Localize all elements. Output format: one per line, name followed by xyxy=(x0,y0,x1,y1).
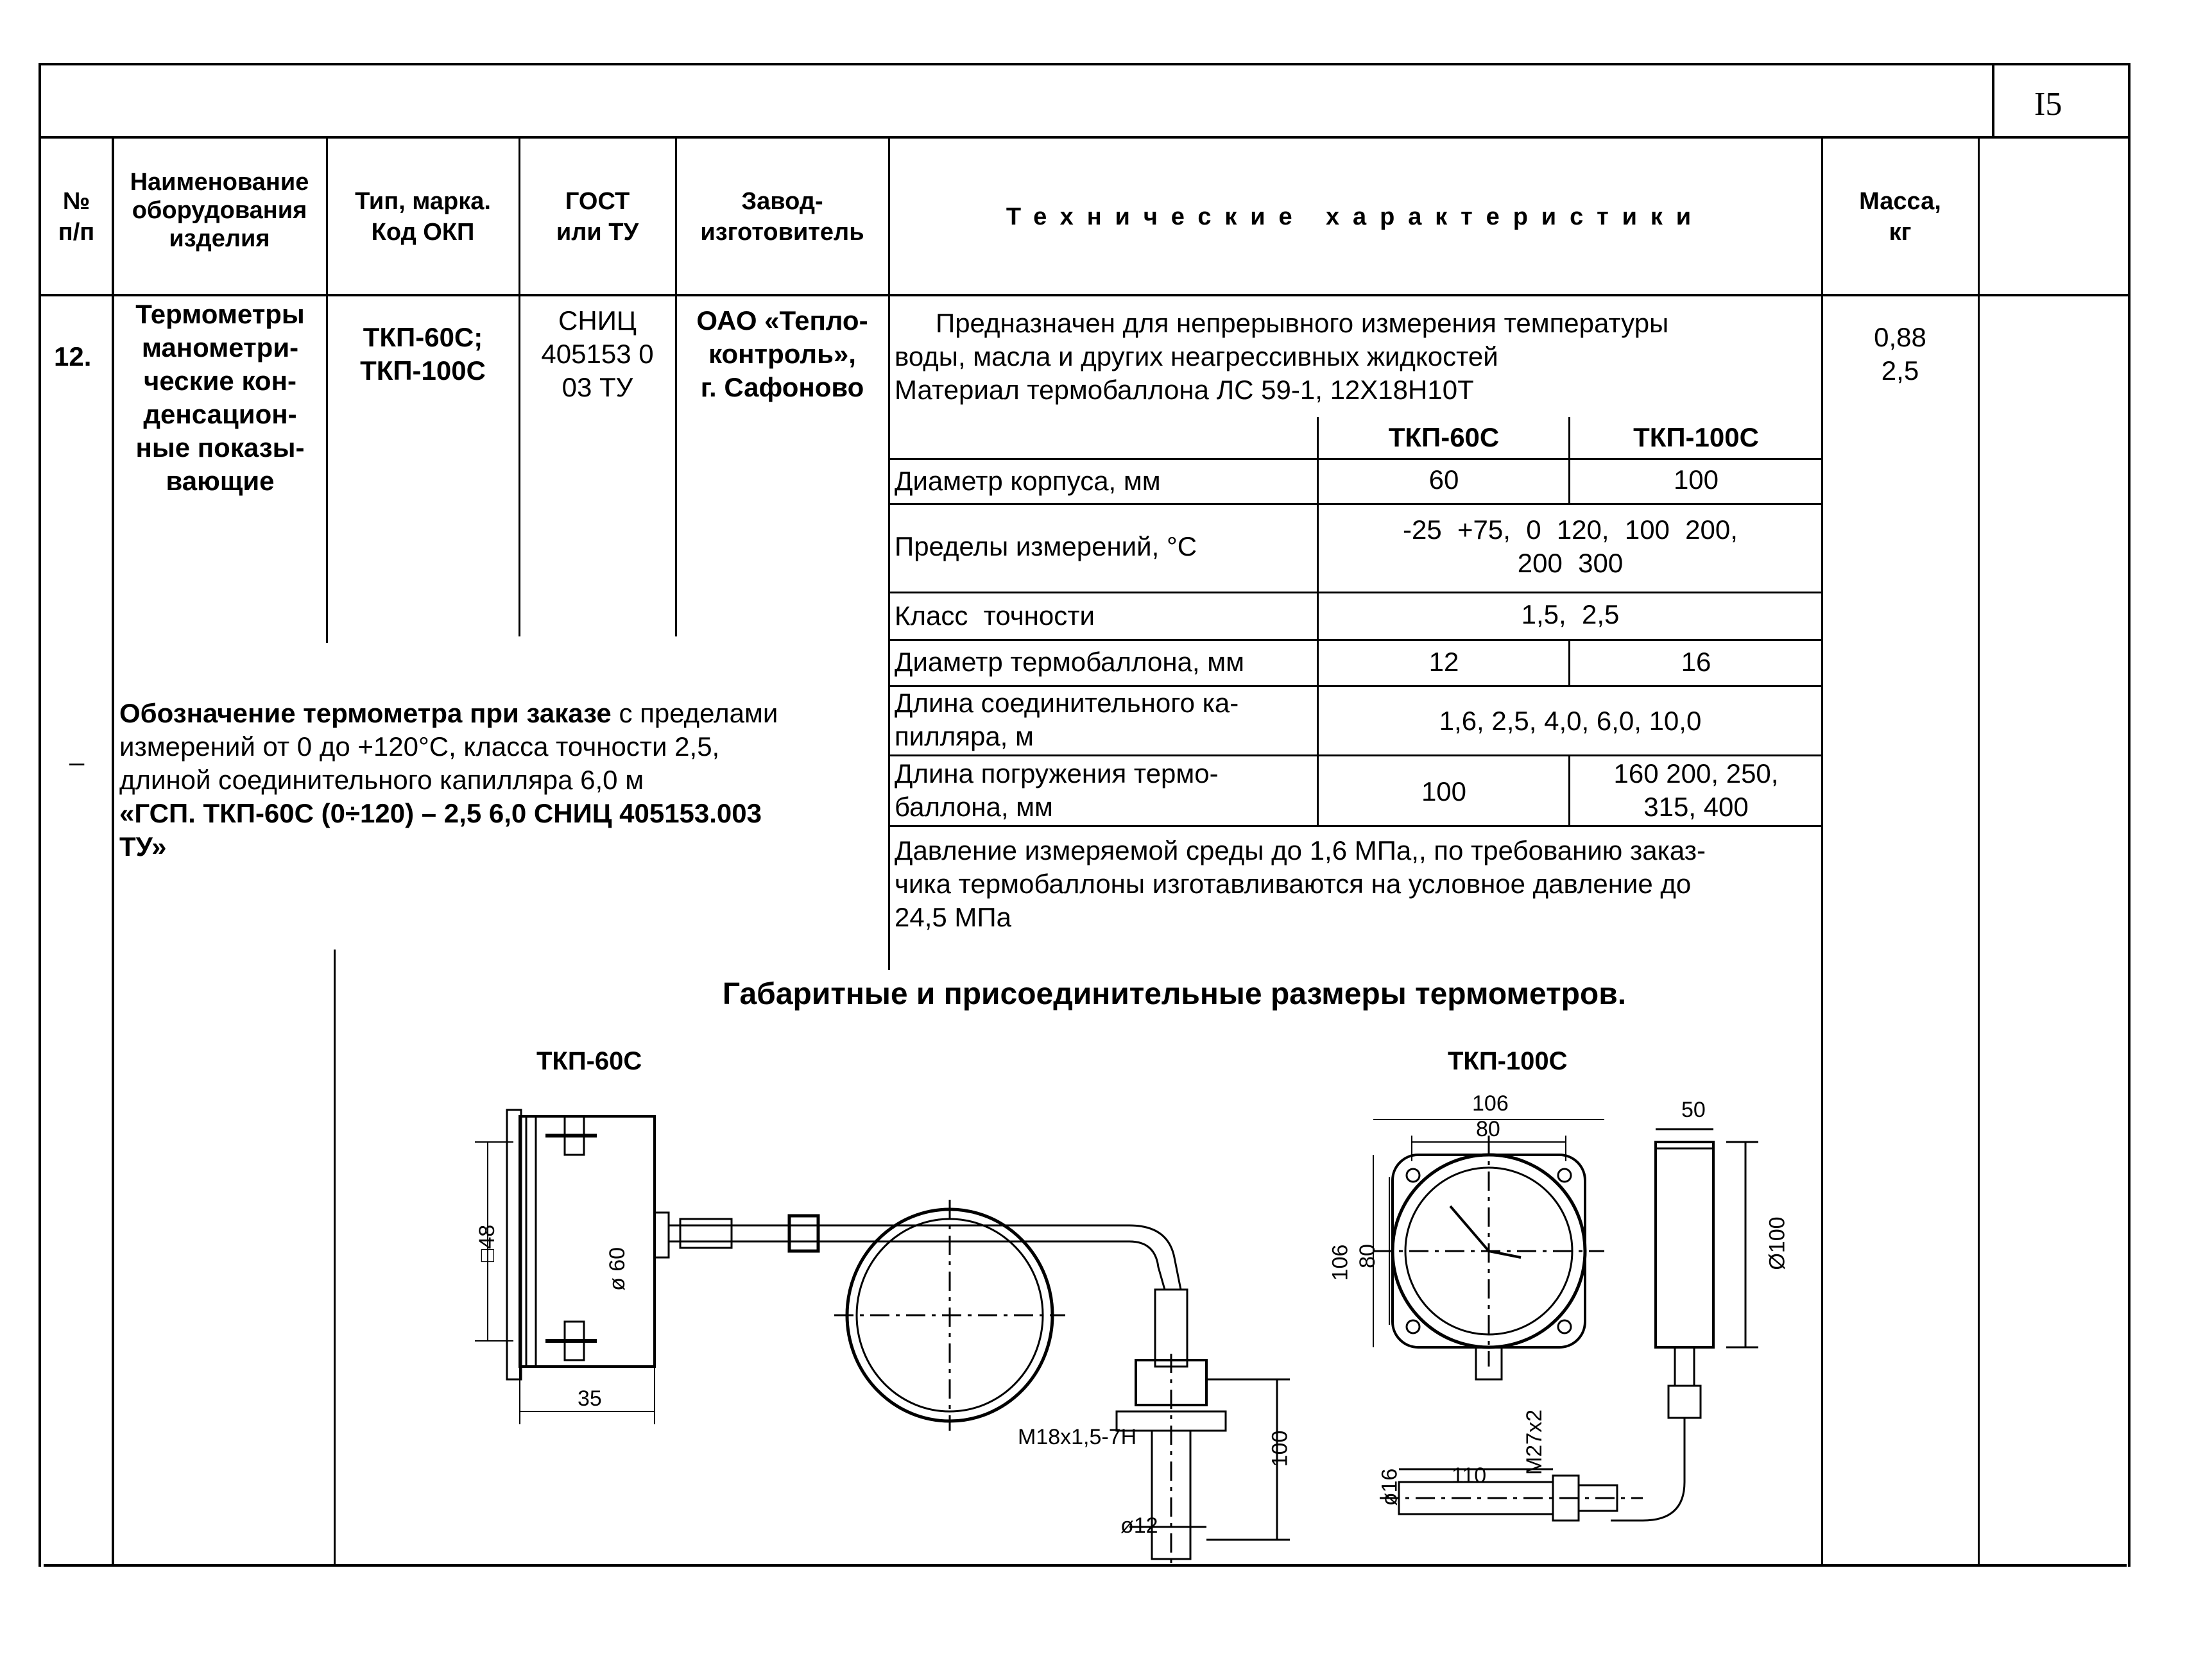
dim-w50: 50 xyxy=(1681,1098,1706,1122)
dim-d100: Ø100 xyxy=(1765,1216,1790,1270)
spec-row-6-v1: 100 xyxy=(1421,776,1467,806)
dim-w106: 106 xyxy=(1472,1091,1509,1116)
dim-len100: 100 xyxy=(1267,1430,1292,1467)
spec-row-1-v2: 100 xyxy=(1673,464,1719,495)
dim-d60: ø 60 xyxy=(605,1247,630,1291)
header-col-maker: Завод- изготовитель xyxy=(700,188,864,246)
mass-value-2: 2,5 xyxy=(1881,355,1919,386)
spec-row-4-v2: 16 xyxy=(1681,647,1711,677)
dim-h106: 106 xyxy=(1328,1244,1353,1281)
spec-row-5-merged: 1,6, 2,5, 4,0, 6,0, 10,0 xyxy=(1439,706,1702,736)
dim-sq48: □48 xyxy=(475,1224,500,1263)
gost-code: СНИЦ 405153 0 03 ТУ xyxy=(541,305,654,402)
tkp100-front xyxy=(1373,1136,1604,1379)
spec-row-1-v1: 60 xyxy=(1428,464,1459,495)
tkp60-gauge xyxy=(507,1110,669,1379)
row-number: 12. xyxy=(54,341,92,371)
mass-value-1: 0,88 xyxy=(1874,322,1926,352)
drawing-title: Габаритные и присоединительные размеры термометров. xyxy=(722,977,1627,1011)
spec-row-1-label: Диаметр корпуса, мм xyxy=(895,466,1161,496)
equipment-name: Термометры манометри- ческие кон- денсацион- ные показы- вающие xyxy=(135,299,305,496)
dim-w80: 80 xyxy=(1476,1117,1500,1141)
dim-thread27: М27х2 xyxy=(1522,1409,1547,1476)
type-code: ТКП-60С; ТКП-100С xyxy=(360,322,486,386)
spec-row-4-label: Диаметр термобаллона, мм xyxy=(895,647,1245,677)
header-col-tech: Технические характеристики xyxy=(1006,203,1705,230)
spec-row-3-label: Класс точности xyxy=(895,601,1095,631)
spec-row-4-v1: 12 xyxy=(1428,647,1459,677)
header-col-num: № п/п xyxy=(58,188,95,246)
order-dash: – xyxy=(69,747,85,777)
order-line-2: измерений от 0 до +120°С, класса точности 2,5, xyxy=(119,731,720,762)
spec-row-2-merged: -25 +75, 0 120, 100 200, 200 300 xyxy=(1403,515,1738,578)
spec-note: Давление измеряемой среды до 1,6 МПа,, по требованию заказ- чика термобаллоны изготавливаются на условное давление до 24,5 МПа xyxy=(895,835,1706,932)
label-tkp-100: ТКП-100С xyxy=(1448,1047,1568,1075)
order-line-1-rest: с пределами xyxy=(611,698,778,728)
spec-row-2-label: Пределы измерений, °С xyxy=(895,531,1197,561)
header-col-gost: ГОСТ или ТУ xyxy=(556,188,639,246)
dim-h80: 80 xyxy=(1355,1244,1380,1268)
spec-row-6-v2: 160 200, 250, 315, 400 xyxy=(1613,758,1779,822)
tkp100-side xyxy=(1611,1129,1758,1521)
label-tkp-60: ТКП-60С xyxy=(536,1047,642,1075)
header-col-type: Тип, марка. Код ОКП xyxy=(355,188,491,246)
page-number: I5 xyxy=(2034,86,2062,123)
dim-d16: ø16 xyxy=(1377,1468,1402,1506)
spec-row-3-merged: 1,5, 2,5 xyxy=(1521,599,1620,629)
description-line-2: воды, масла и других неагрессивных жидкостей xyxy=(895,341,1498,371)
header-col-mass: Масса, кг xyxy=(1859,188,1941,246)
tkp100-bulb xyxy=(1377,1468,1643,1521)
order-code: «ГСП. ТКП-60С (0÷120) – 2,5 6,0 СНИЦ 405153.003 ТУ» xyxy=(119,798,762,862)
capillary-tube xyxy=(669,1200,1181,1431)
spec-col-header-2: ТКП-100С xyxy=(1633,422,1759,452)
description-line-1: Предназначен для непрерывного измерения температуры xyxy=(936,308,1669,338)
dim-w35: 35 xyxy=(578,1386,602,1411)
dim-d12: ø12 xyxy=(1120,1513,1158,1538)
header-col-name: Наименование оборудования изделия xyxy=(130,169,309,252)
order-line-3: длиной соединительного капилляра 6,0 м xyxy=(119,765,644,795)
manufacturer: ОАО «Тепло- контроль», г. Сафоново xyxy=(696,305,868,402)
description-line-3: Материал термобаллона ЛС 59-1, 12Х18Н10Т xyxy=(895,375,1474,405)
dim-l110: 110 xyxy=(1452,1463,1487,1488)
spec-col-header-1: ТКП-60С xyxy=(1388,422,1500,452)
spec-row-5-label: Длина соединительного ка- пилляра, м xyxy=(895,688,1239,751)
order-bold-start: Обозначение термометра при заказе xyxy=(119,698,612,728)
spec-row-6-label: Длина погружения термо- баллона, мм xyxy=(895,758,1219,822)
dim-thread18: М18х1,5-7Н xyxy=(1018,1425,1137,1449)
